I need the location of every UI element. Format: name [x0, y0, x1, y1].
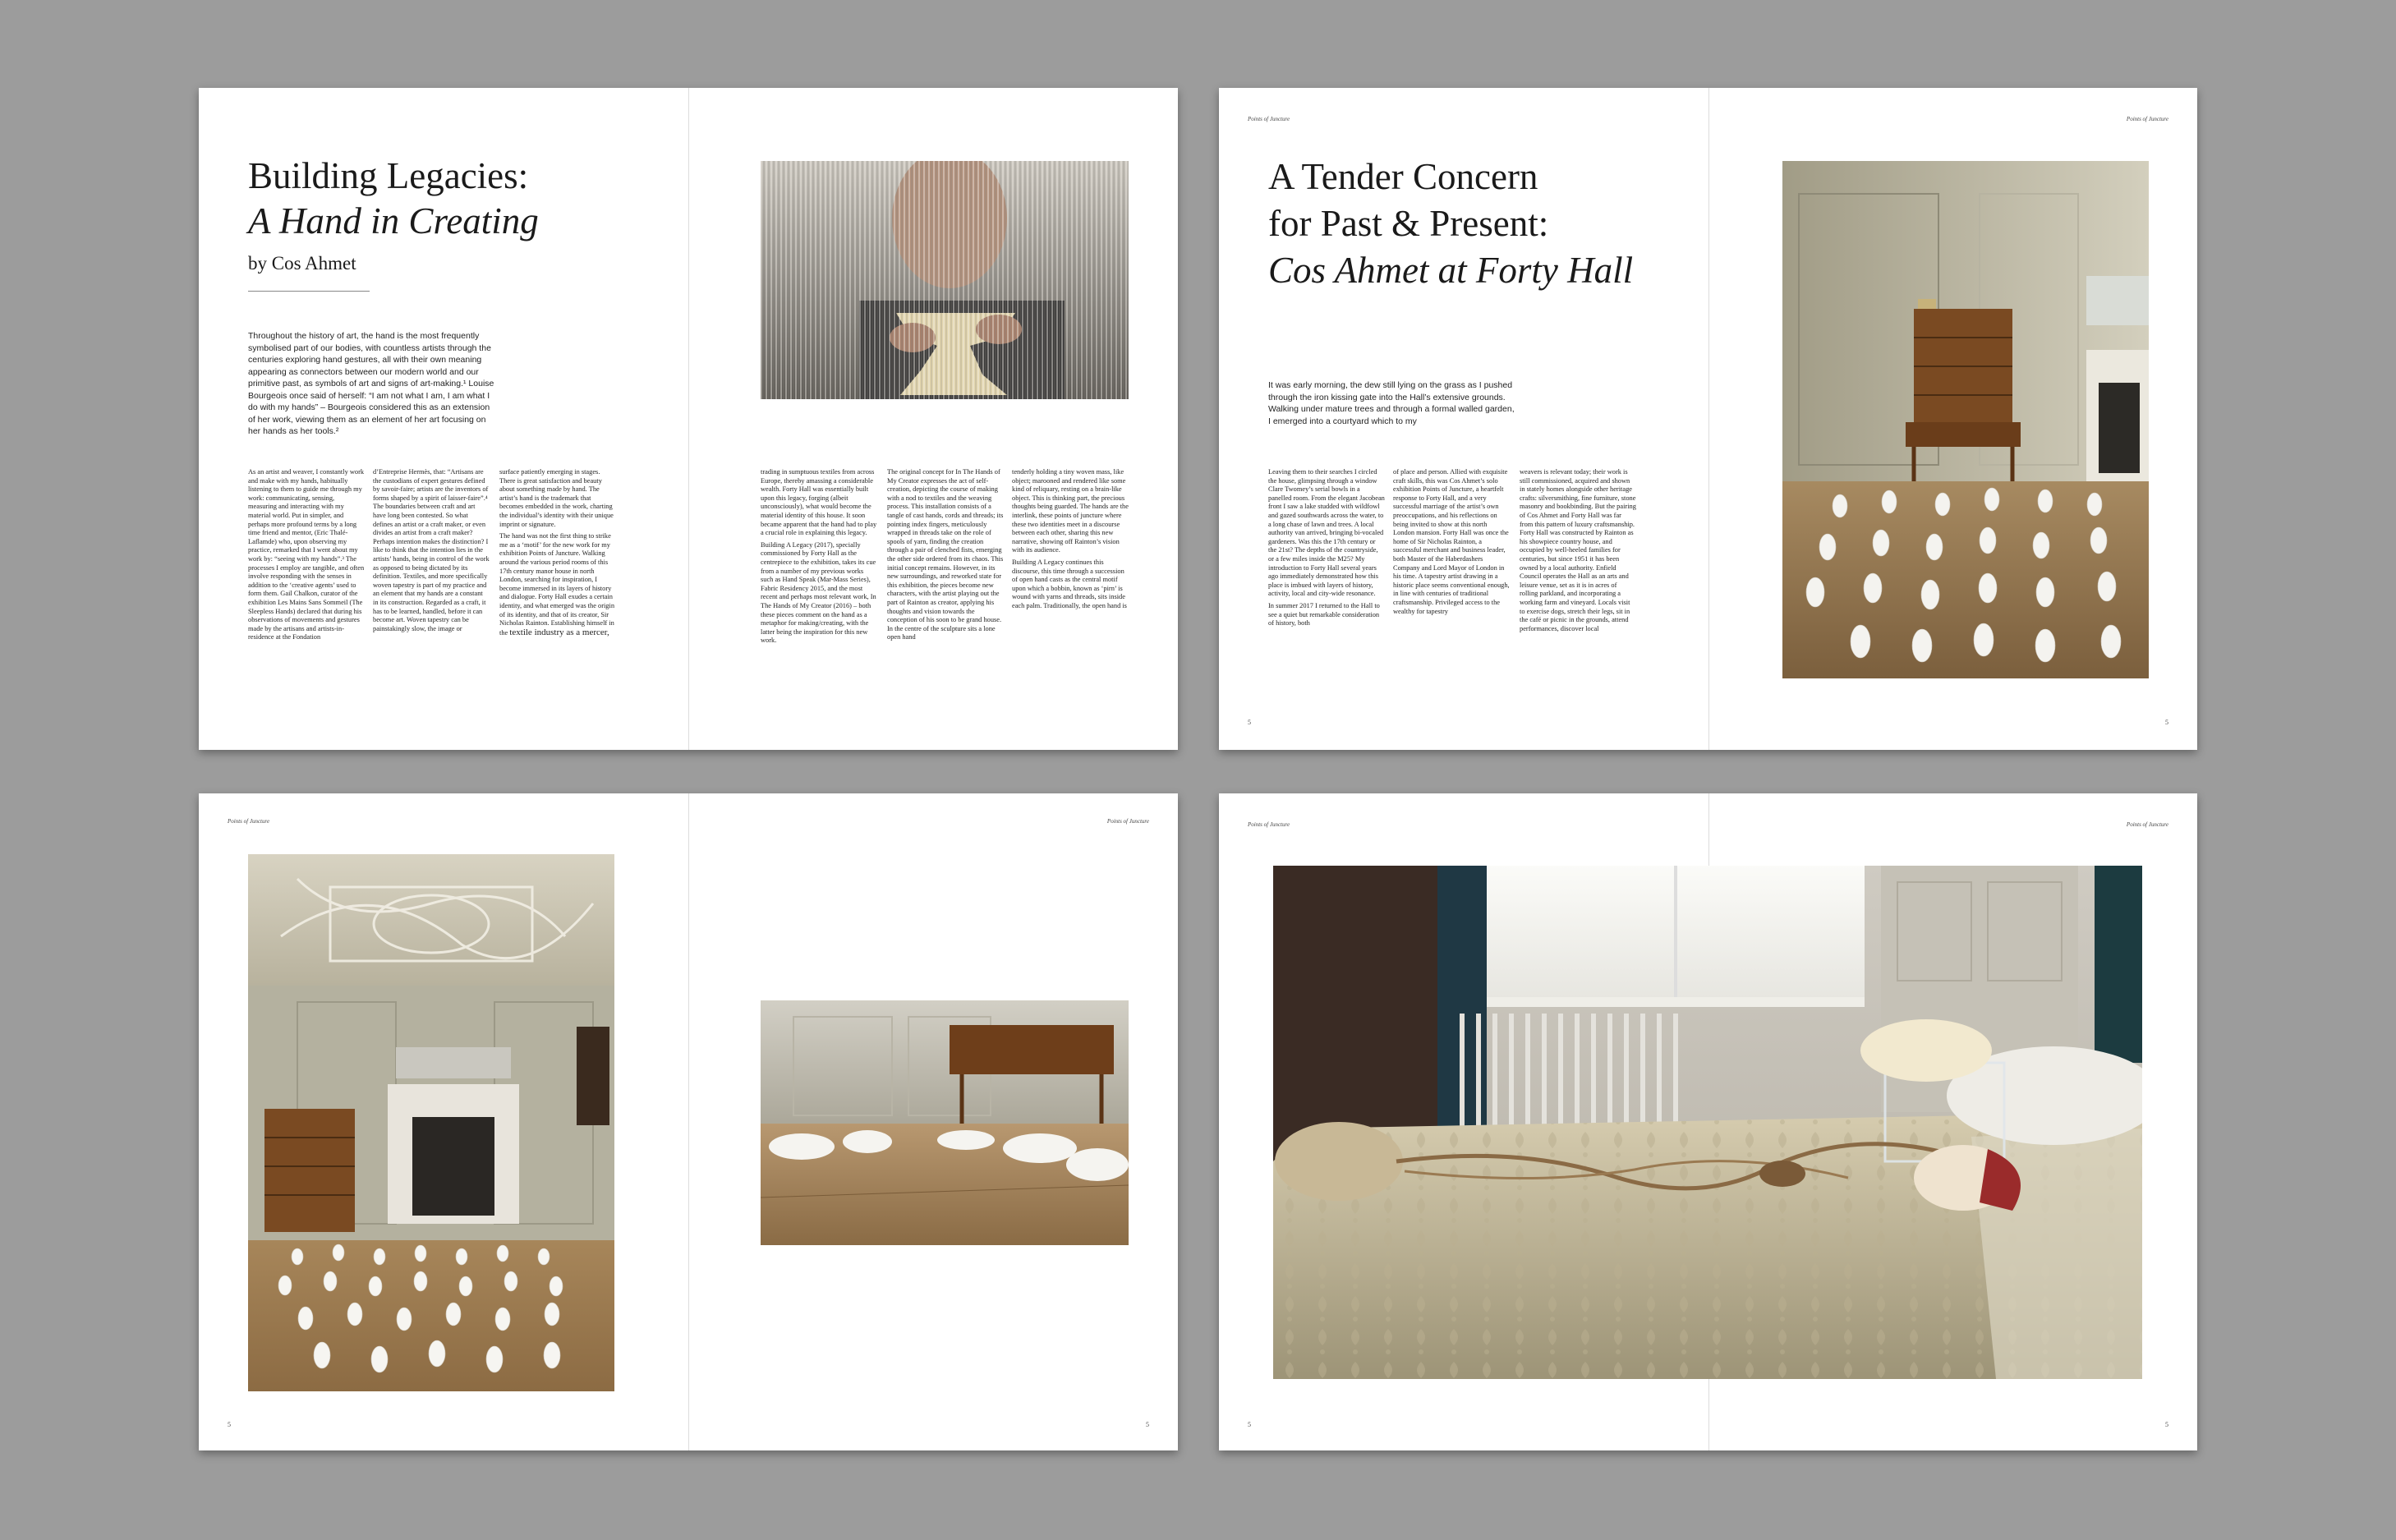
page-number-left: 5	[1248, 1421, 1251, 1428]
running-header-right: Points of Juncture	[2126, 821, 2168, 828]
body-column-5	[887, 468, 1004, 768]
page-number-right: 5	[2165, 719, 2168, 726]
photo-bed-installation	[1273, 866, 2142, 1379]
page-number-left: 5	[1248, 719, 1251, 726]
spread-gutter	[1708, 88, 1709, 750]
body-paragraph: of place and person. Allied with exquisite craft skills, this was Cos Ahmet’s solo exhibition Points of Juncture, a heartfelt response to Forty Hall, and a very successful marriage of the artist’s own preoccupations, and his reflections on being invited to show at this north London mansion. Forty Hall was once the home of Sir Nicholas Rainton, a successful merchant and business leader, both Master of the Haberdashers Company and Lord Mayor of London in his time. A tapestry artist drawing in a historic place seems conventional enough, in line with centuries of traditional craftsmanship. Privileged access to the wealthy for tapestry	[1393, 468, 1510, 615]
photo-weaver-at-loom	[761, 161, 1129, 399]
body-text-emphasis: textile industry as a mercer,	[509, 627, 609, 637]
spread-gutter	[688, 793, 689, 1450]
byline-rule	[248, 291, 370, 292]
body-column-3	[1520, 468, 1636, 774]
running-header-right: Points of Juncture	[1106, 818, 1149, 825]
spread-photo-bed-installation	[1219, 793, 2197, 1450]
photo-floor-hands-image	[761, 1000, 1129, 1245]
photo-bed-installation-image	[1273, 866, 2142, 1379]
page-number-left: 5	[228, 1421, 231, 1428]
body-column-6	[1012, 468, 1129, 768]
running-header-left: Points of Juncture	[228, 818, 270, 825]
running-header-left: Points of Juncture	[1248, 116, 1290, 122]
photo-room-image	[1782, 161, 2149, 678]
body-paragraph: Building A Legacy (2017), specially commissioned by Forty Hall as the centrepiece to the exhibition, takes its cue from a number of my previous works such as Hand Speak (Mar-Mass Series), Fabric Residency 2015, and the most recent and perhaps most relevant work, In The Hands of My Creator (2016) – both these pieces comment on the hand as a metaphor for making/creating, with the latter being the inspiration for this new work.	[761, 540, 876, 645]
page-number-right: 5	[2165, 1421, 2168, 1428]
article-title	[248, 154, 539, 244]
body-column-1	[1268, 468, 1385, 774]
spread-tender-concern	[1219, 88, 2197, 750]
article-title	[1268, 154, 1633, 294]
body-column-2	[1393, 468, 1510, 774]
title-line-3: Cos Ahmet at Forty Hall	[1268, 250, 1634, 291]
page-number-right: 5	[1146, 1421, 1149, 1428]
body-paragraph: d’Entreprise Hermès, that: “Artisans are the custodians of expert gestures defined by savoir-faire; artists are the inventors of forms shaped by a spirit of laisser-faire”.⁴ The boundaries between craft and art have long been contested. So what defines an artist or a craft maker, or even divides an artist from a craft maker? Perhaps intention makes the distinction? I like to think that the intention lies in the artists’ hands, being in control of the work as opposed to being dictated by its definition. Textiles, and more specifically woven tapestry is part of my practice and an element that my hands are a constant in its construction. Regarded as a craft, it has to be learned, handled, before it can become art. Woven tapestry can be painstakingly slow, the image or	[373, 468, 490, 632]
body-paragraph	[499, 532, 616, 637]
intro-paragraph: Throughout the history of art, the hand is the most frequently symbolised part of our bodies, with countless artists through the centuries exploring hand gestures, all with their own meaning appearing as connectors between our modern world and our primitive past, as symbols of art and signs of art-making.¹ Louise Bourgeois once said of herself: “I am not what I am, I am what I do with my hands” – Bourgeois considered this as an extension of her work, viewing them as an element of her art focusing on her hands as her tools.²	[248, 331, 494, 436]
body-column-3	[499, 468, 616, 768]
title-line-2: A Hand in Creating	[248, 200, 539, 241]
running-header-right: Points of Juncture	[2126, 116, 2168, 122]
body-paragraph: surface patiently emerging in stages. There is great satisfaction and beauty about something made by hand. The artist’s hand is the trademark that becomes embedded in the work, charting the individual’s identity with their unique imprint or signature.	[499, 468, 614, 528]
spread-building-legacies	[199, 88, 1178, 750]
body-paragraph: In summer 2017 I returned to the Hall to see a quiet but remarkable consideration of history, both	[1268, 601, 1380, 627]
body-paragraph: weavers is relevant today; their work is still commissioned, acquired and shown in stately homes alongside other heritage crafts: silversmithing, fine furniture, stone masonry and bookbinding. But the pairing of Cos Ahmet and Forty Hall was far from this pattern of luxury craftsmanship. Forty Hall was constructed by Rainton as his showpiece country house, and occupied by well-heeled families for centuries, but since 1951 it has been owned by a local authority. Enfield Council operates the Hall as an arts and leisure venue, set as it is in acres of rolling parkland, and incorporating a working farm and vineyard. Locals visit to exercise dogs, stretch their legs, sit in the café or picnic in the grounds, attend performances, discover local	[1520, 468, 1636, 632]
photo-room-with-hands	[1782, 161, 2149, 678]
body-column-1	[248, 468, 365, 768]
body-paragraph: tenderly holding a tiny woven mass, like object; marooned and rendered like some kind of reliquary, resting on a brain-like object. This is thinking part, the precious thoughts being guarded. The hands are the interlink, these points of juncture where these two identities meet in a discourse between each other, sharing this new narrative, showing off Rainton’s vision with its audience.	[1012, 468, 1129, 554]
byline: by Cos Ahmet	[248, 253, 356, 274]
photo-weaver-image	[761, 161, 1129, 399]
spread-photo-gallery-1	[199, 793, 1178, 1450]
spread-gutter	[688, 88, 689, 750]
body-column-4	[761, 468, 877, 768]
photo-ornate-room-image	[248, 854, 614, 1391]
title-line-1: A Tender Concern	[1268, 156, 1538, 197]
body-paragraph: The original concept for In The Hands of My Creator expresses the act of self-creation, depicting the course of making with a nod to textiles and the weaving process. This installation consists of a tangle of cast hands, cords and threads; its pointing index fingers, meticulously wrapped in threads take on the role of spools of yarn, finding the creation through a pair of clenched fists, emerging the other side ordered from its chaos. This initial concept remains. However, in its new surroundings, and reworked state for this exhibition, the pieces become new characters, with the artist playing out the part of Rainton as creator, applying his thoughts and vision towards the conception of his soon to be grand house. In the centre of the sculpture sits a lone open hand	[887, 468, 1004, 641]
body-paragraph: Building A Legacy continues this discourse, this time through a succession of open hand casts as the central motif upon which a bobbin, known as ‘pirn’ is wound with yarns and threads, sits inside each palm. Traditionally, the open hand is	[1012, 558, 1127, 609]
photo-ornate-room	[248, 854, 614, 1391]
body-text: The hand was not the first thing to strike me as a ‘motif’ for the new work for my exhibition Points of Juncture. Walking around the various period rooms of this 17th century manor house in north London, searching for inspiration, I become immersed in its layers of history and dialogue. Forty Hall exudes a certain identity, and what emerged was the origin of its identity, and that of its creator, Sir Nicholas Rainton. Establishing himself in the	[499, 532, 615, 637]
body-paragraph: trading in sumptuous textiles from across Europe, thereby amassing a considerable wealth. Forty Hall was essentially built upon this legacy, forging (albeit unconsciously), what would become the material identity of this house. It soon became apparent that the hand had to play a crucial role in explaining this legacy.	[761, 468, 877, 537]
intro-paragraph: It was early morning, the dew still lying on the grass as I pushed through the iron kissing gate into the Hall’s extensive grounds. Walking under mature trees and through a formal walled garden, I emerged into a courtyard which to my	[1268, 380, 1515, 426]
title-line-1: Building Legacies:	[248, 155, 529, 196]
photo-floor-hands	[761, 1000, 1129, 1245]
body-column-2	[373, 468, 490, 768]
title-line-2: for Past & Present:	[1268, 203, 1549, 244]
running-header-left: Points of Juncture	[1248, 821, 1290, 828]
body-paragraph: As an artist and weaver, I constantly work and make with my hands, habitually listening to them to guide me through my work: communicating, sensing, measuring and interacting with my material world. Put in simpler, and perhaps more profound terms by a long time friend and mentor, (Eric Thalé-Laflamde) who, upon observing my practice, remarked that I went about my work by: “seeing with my hands”.³ The processes I employ are tangible, and often involve responding with the senses in addition to the ‘creative agents’ used to form them. Gail Chalkon, curator of the exhibition Les Mains Sans Sommeil (The Sleepless Hands) declared that during his observations of movements and gestures made by the artisans and artists-in-residence at the Fondation	[248, 468, 365, 641]
body-paragraph: Leaving them to their searches I circled the house, glimpsing through a window Clare Twomey’s serial bowls in a panelled room. From the elegant Jacobean front I saw a lake studded with wildfowl and gazed southwards across the water, to a long chase of lawn and trees. A local authority van arrived, bringing bi-vocaled gardeners. Was this the 17th century or the 21st? The depths of the countryside, or a few miles inside the M25? My introduction to Forty Hall several years ago immediately demonstrated how this place is imbued with layers of history, activity, local and city-wide resonance.	[1268, 468, 1385, 598]
